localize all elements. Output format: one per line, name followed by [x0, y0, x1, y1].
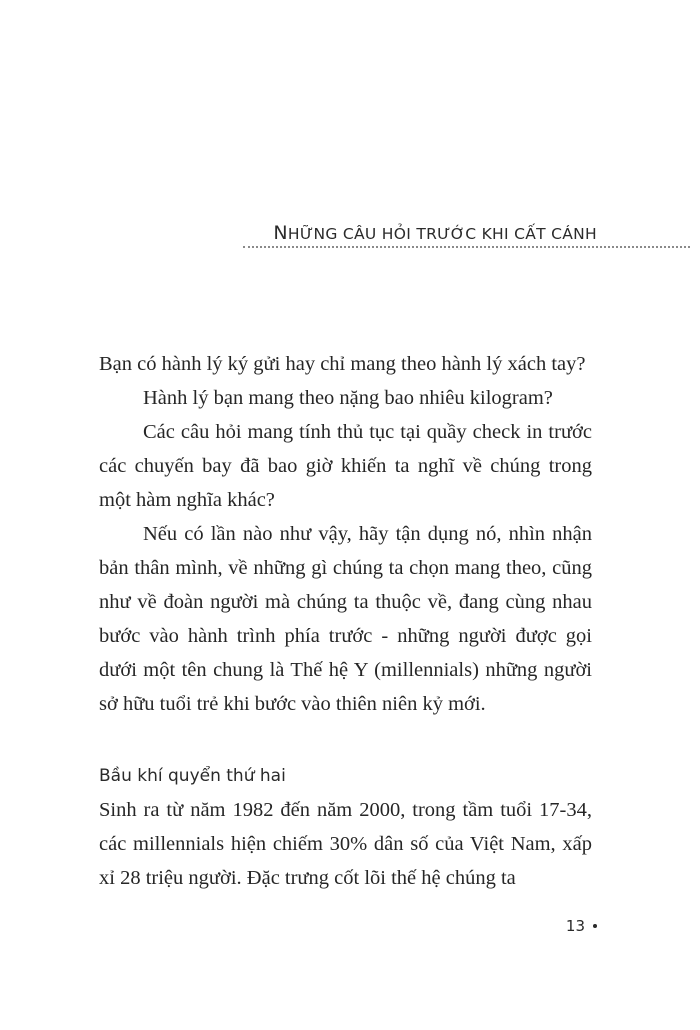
page-number [566, 917, 597, 935]
section-paragraph: Sinh ra từ năm 1982 đến năm 2000, trong tầm tuổi 17-34, các millennials hiện chiếm 30% dân số của Việt Nam, xấp xỉ 28 triệu người. Đặc trưng cốt lõi thế hệ chúng ta [99, 799, 592, 889]
intro-paragraph-2: Hành lý bạn mang theo nặng bao nhiêu kilogram? [143, 387, 553, 409]
intro-paragraph-3: Các câu hỏi mang tính thủ tục tại quầy check in trước các chuyến bay đã bao giờ khiến ta nghĩ về chúng trong một hàm nghĩa khác? [99, 421, 592, 511]
page-number-value: 13 [565, 917, 585, 935]
intro-paragraph-1: Bạn có hành lý ký gửi hay chỉ mang theo hành lý xách tay? [99, 353, 586, 375]
header-dotted-rule [243, 246, 690, 248]
page-number-bullet-icon [593, 924, 597, 928]
section-text-block [99, 793, 592, 895]
intro-paragraph-4: Nếu có lần nào như vậy, hãy tận dụng nó, nhìn nhận bản thân mình, về những gì chúng ta chọn mang theo, cũng như về đoàn người mà chúng ta thuộc về, đang cùng nhau bước vào hành trình phía trước - những người được gọi dưới một tên chung là Thế hệ Y (millennials) những người sở hữu tuổi trẻ khi bước vào thiên niên kỷ mới. [99, 523, 592, 715]
chapter-title-rest: HỮNG CÂU HỎI TRƯỚC KHI CẤT CÁNH [287, 225, 597, 243]
chapter-title-initial: N [273, 222, 288, 244]
chapter-running-header [273, 222, 597, 244]
section-heading: Bầu khí quyển thứ hai [99, 766, 286, 786]
intro-text-block [99, 347, 592, 721]
